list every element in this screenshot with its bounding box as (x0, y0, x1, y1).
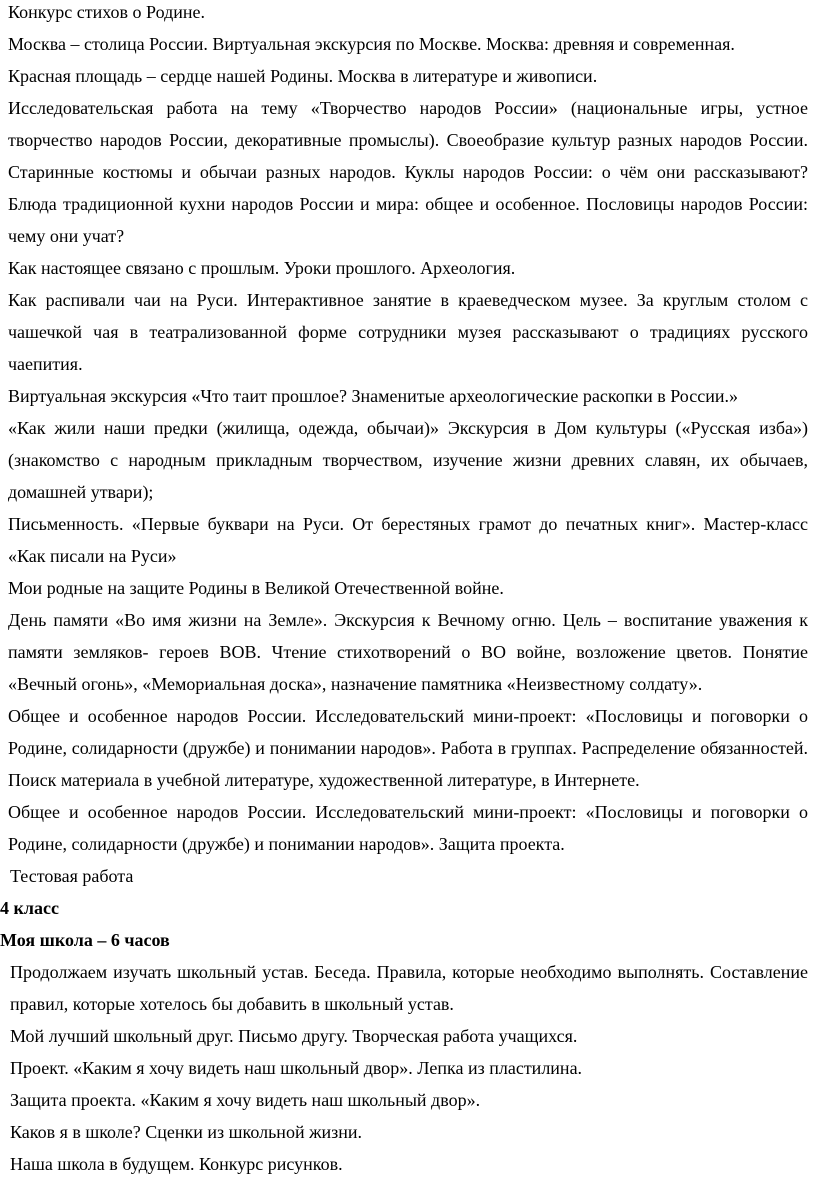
paragraph-virtual-tour: Виртуальная экскурсия «Что таит прошлое? Знаменитые археологические раскопки в России.» (8, 386, 738, 406)
heading-grade-4: 4 класс (0, 898, 59, 918)
paragraph-ancestors: «Как жили наши предки (жилища, одежда, обычаи)» Экскурсия в Дом культуры («Русская изба») (знакомство с народным прикладным творчеством, изучение жизни древних славян, их обычаев, домашней утвари); (8, 418, 808, 502)
paragraph-tea-drinking: Как распивали чаи на Руси. Интерактивное занятие в краеведческом музее. За круглым столом с чашечкой чая в театрализованной форме сотрудники музея рассказывают о традициях русского чаепития. (8, 290, 808, 374)
paragraph-contest-poems: Конкурс стихов о Родине. (8, 2, 205, 22)
paragraph-project-yard: Проект. «Каким я хочу видеть наш школьный двор». Лепка из пластилина. (10, 1058, 583, 1078)
paragraph-school-future: Наша школа в будущем. Конкурс рисунков. (10, 1154, 343, 1174)
paragraph-red-square: Красная площадь – сердце нашей Родины. Москва в литературе и живописи. (8, 66, 598, 86)
paragraph-test-work: Тестовая работа (10, 866, 134, 886)
paragraph-school-scenes: Каков я в школе? Сценки из школьной жизни. (10, 1122, 363, 1142)
paragraph-moscow-capital: Москва – столица России. Виртуальная экскурсия по Москве. Москва: древняя и современная. (8, 34, 735, 54)
paragraph-project-defense: Защита проекта. «Каким я хочу видеть наш школьный двор». (10, 1090, 481, 1110)
paragraph-school-charter: Продолжаем изучать школьный устав. Беседа. Правила, которые необходимо выполнять. Составление правил, которые хотелось бы добавить в школьный устав. (10, 962, 808, 1014)
heading-my-school: Моя школа – 6 часов (0, 930, 170, 950)
paragraph-mini-project-groups: Общее и особенное народов России. Исследовательский мини-проект: «Пословицы и поговорки о Родине, солидарности (дружбе) и понимании народов». Работа в группах. Распределение обязанностей. Поиск материала в учебной литературе, художественной литературе, в Интернете. (8, 706, 808, 790)
paragraph-mini-project-defense: Общее и особенное народов России. Исследовательский мини-проект: «Пословицы и поговорки о Родине, солидарности (дружбе) и понимании народов». Защита проекта. (8, 802, 808, 854)
paragraph-memory-day: День памяти «Во имя жизни на Земле». Экскурсия к Вечному огню. Цель – воспитание уважения к памяти земляков- героев ВОВ. Чтение стихотворений о ВО войне, возложение цветов. Понятие «Вечный огонь», «Мемориальная доска», назначение памятника «Неизвестному солдату». (8, 610, 808, 694)
paragraph-archaeology: Как настоящее связано с прошлым. Уроки прошлого. Археология. (8, 258, 516, 278)
paragraph-writing: Письменность. «Первые буквари на Руси. От берестяных грамот до печатных книг». Мастер-класс «Как писали на Руси» (8, 514, 808, 566)
paragraph-research-work: Исследовательская работа на тему «Творчество народов России» (национальные игры, устное творчество народов России, декоративные промыслы). Своеобразие культур разных народов России. Старинные костюмы и обычаи разных народов. Куклы народов России: о чём они рассказывают? Блюда традиционной кухни народов России и мира: общее и особенное. Пословицы народов России: чему они учат? (8, 98, 808, 246)
paragraph-relatives-war: Мои родные на защите Родины в Великой Отечественной войне. (8, 578, 504, 598)
paragraph-best-friend: Мой лучший школьный друг. Письмо другу. Творческая работа учащихся. (10, 1026, 578, 1046)
